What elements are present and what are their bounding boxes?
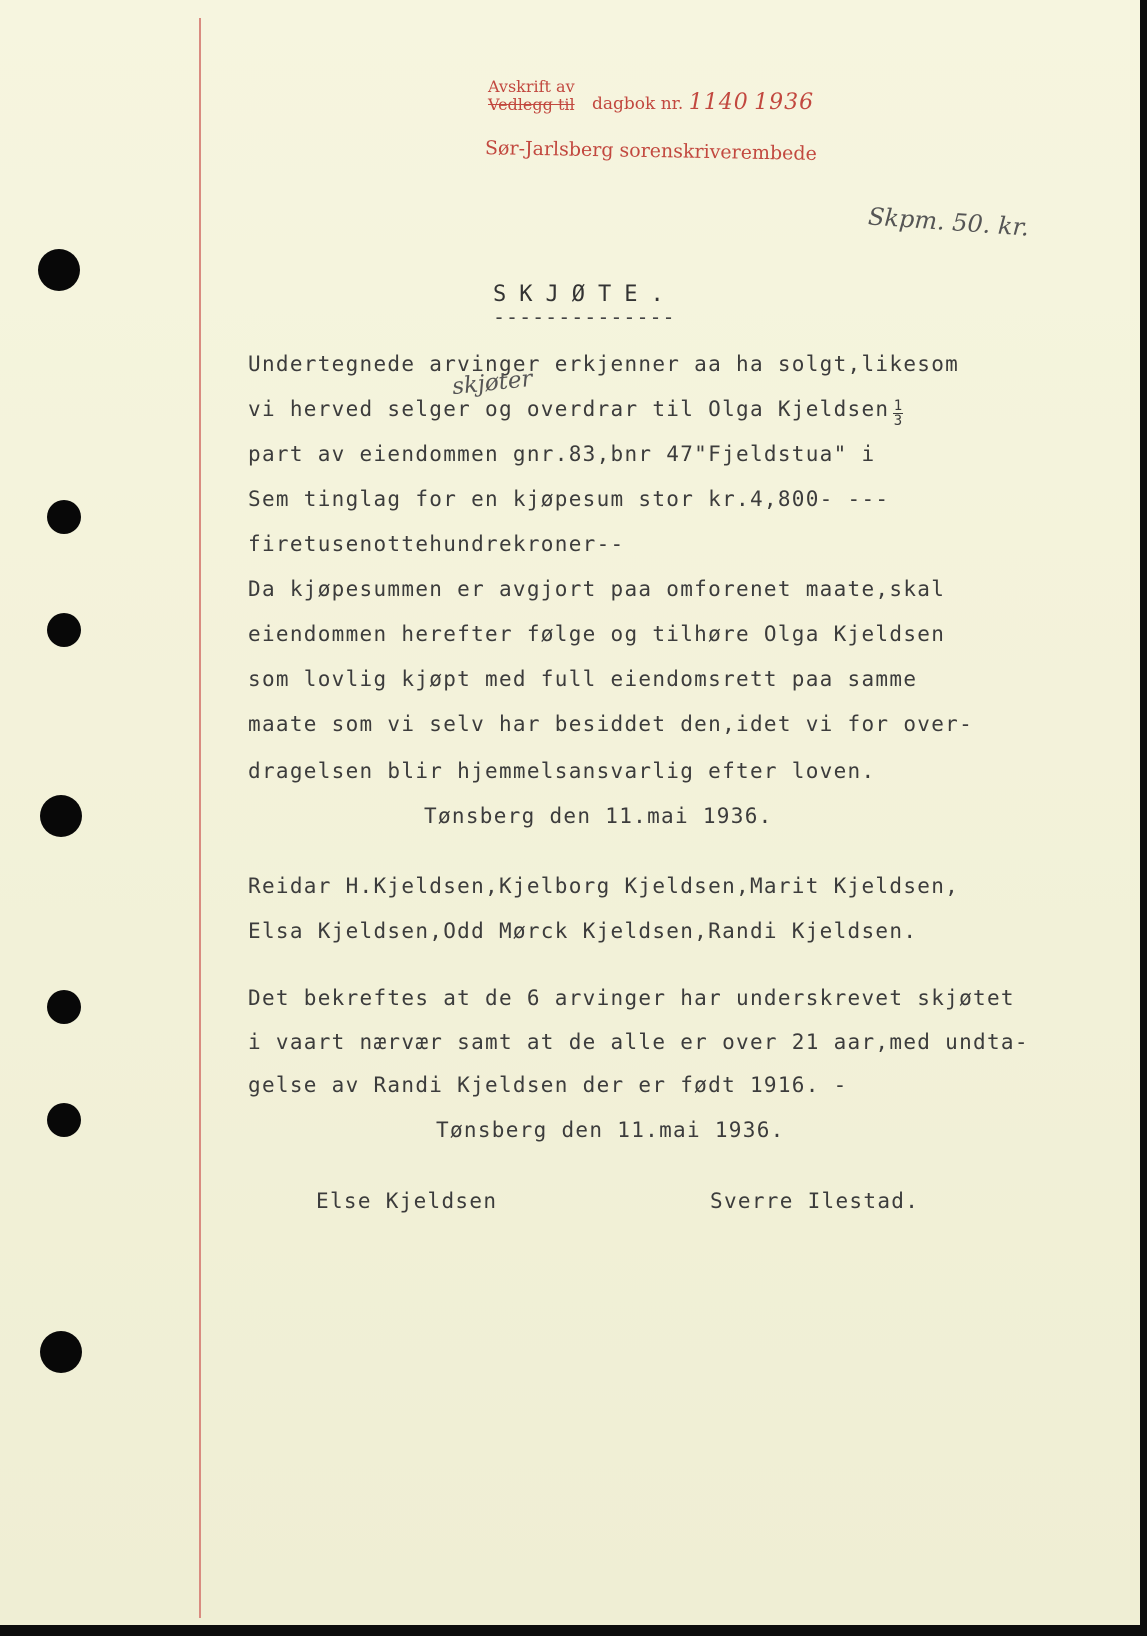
place-date: Tønsberg den 11.mai 1936. <box>436 1118 785 1142</box>
punch-hole <box>47 500 81 534</box>
signature-line: Reidar H.Kjeldsen,Kjelborg Kjeldsen,Marit Kjeldsen, <box>248 874 960 898</box>
stamp-office: Sør-Jarlsberg sorenskriverembede <box>484 137 817 165</box>
witness-name: Sverre Ilestad. <box>710 1189 920 1213</box>
stamp-copy-of: Avskrift av Vedlegg til <box>488 77 575 114</box>
body-line: maate som vi selv har besiddet den,idet vi for over- <box>248 712 974 736</box>
punch-hole <box>40 1331 82 1373</box>
witness-name: Else Kjeldsen <box>316 1189 498 1213</box>
punch-hole <box>40 795 82 837</box>
stamp-dagbok: dagbok nr. 1140 1936 <box>592 90 815 115</box>
body-line: vi herved selger og overdrar til Olga Kjeldsen <box>248 397 890 421</box>
body-line: firetusenottehundrekroner-- <box>248 532 625 556</box>
margin-rule <box>199 18 201 1618</box>
body-line: som lovlig kjøpt med full eiendomsrett paa samme <box>248 667 918 691</box>
punch-hole <box>38 249 80 291</box>
place-date: Tønsberg den 11.mai 1936. <box>424 804 773 828</box>
signature-line: Elsa Kjeldsen,Odd Mørck Kjeldsen,Randi Kjeldsen. <box>248 919 918 943</box>
fraction-one-third: 1 3 <box>893 398 903 429</box>
punch-hole <box>47 613 81 647</box>
body-line: dragelsen blir hjemmelsansvarlig efter loven. <box>248 759 876 783</box>
handwritten-insert: skjøter <box>450 365 534 401</box>
attestation-line: gelse av Randi Kjeldsen der er født 1916. - <box>248 1073 848 1097</box>
punch-hole <box>47 990 81 1024</box>
dagbok-number: 1140 <box>688 90 749 115</box>
document-title: SKJØTE. <box>493 282 677 307</box>
attestation-line: Det bekreftes at de 6 arvinger har underskrevet skjøtet <box>248 986 1015 1010</box>
body-line: Sem tinglag for en kjøpesum stor kr.4,800- --- <box>248 487 890 511</box>
stamp-header <box>488 78 575 115</box>
body-line: part av eiendommen gnr.83,bnr 47"Fjeldstua" i <box>248 442 876 466</box>
body-line: Da kjøpesummen er avgjort paa omforenet maate,skal <box>248 577 946 601</box>
body-line: eiendommen herefter følge og tilhøre Olga Kjeldsen <box>248 622 946 646</box>
body-line: Undertegnede arvinger erkjenner aa ha solgt,likesom <box>248 352 960 376</box>
punch-hole <box>47 1103 81 1137</box>
fee-note: Skpm. 50. kr. <box>867 202 1030 242</box>
dagbok-year: 1936 <box>754 90 815 115</box>
title-underline: -------------- <box>493 305 676 329</box>
attestation-line: i vaart nærvær samt at de alle er over 21 aar,med undta- <box>248 1030 1029 1054</box>
